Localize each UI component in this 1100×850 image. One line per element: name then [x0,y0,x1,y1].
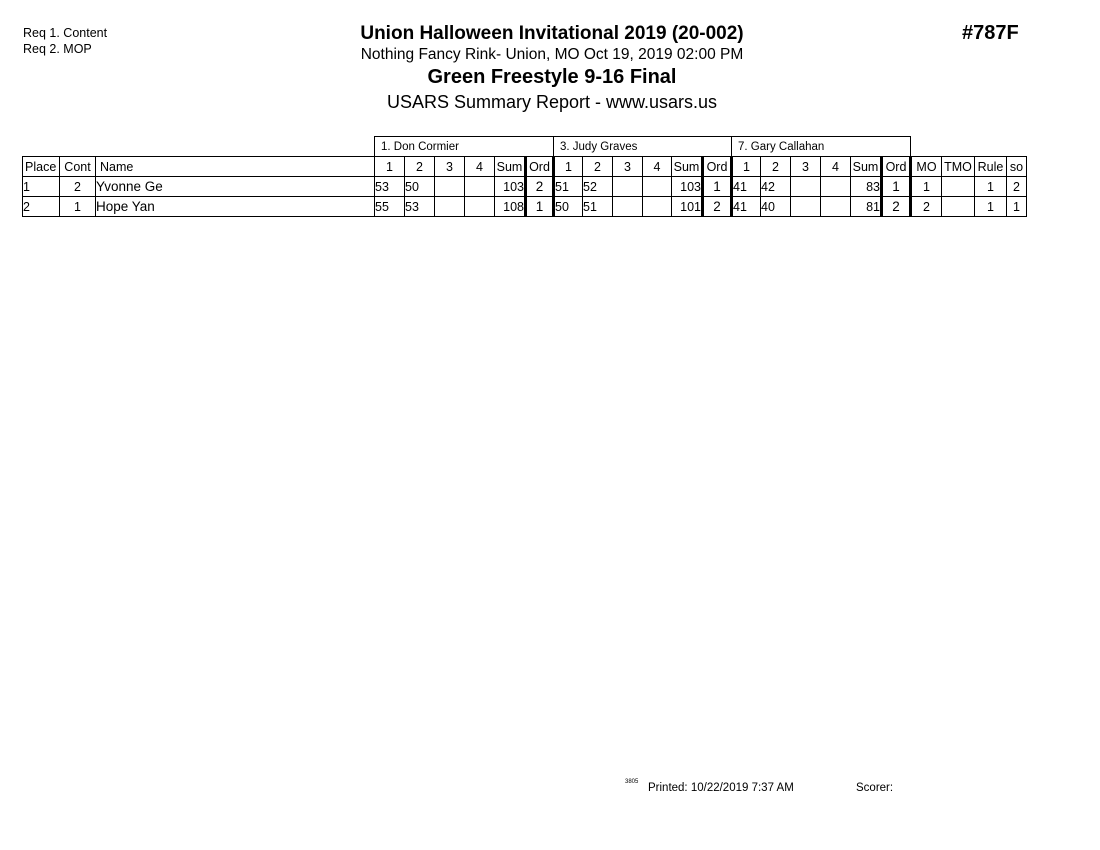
col-j3-mark-1: 1 [732,157,761,177]
requirements-list [23,25,107,57]
place-cell: 2 [23,197,60,217]
mo-cell: 1 [911,177,942,197]
cont-cell: 1 [60,197,96,217]
j2-ord: 2 [703,197,732,217]
j3-mark-3 [791,177,821,197]
j1-mark-2: 53 [405,197,435,217]
footer-code: 3805 [625,779,639,785]
skater-name: Yvonne Ge [96,177,375,197]
so-cell: 1 [1007,197,1027,217]
j3-sum: 83 [851,177,882,197]
col-j1-mark-2: 2 [405,157,435,177]
col-tmo: TMO [942,157,975,177]
judge-2-name: 3. Judy Graves [554,137,732,157]
scorer-label: Scorer: [856,782,894,794]
j1-mark-1: 55 [375,197,405,217]
judge-1-name: 1. Don Cormier [375,137,554,157]
report-code: #787F [962,22,1019,44]
requirement-1: Req 1. Content [23,26,108,40]
col-j1-mark-4: 4 [465,157,495,177]
j2-mark-1: 50 [554,197,583,217]
j1-sum: 103 [495,177,526,197]
j1-mark-4 [465,197,495,217]
j1-mark-4 [465,177,495,197]
j3-mark-1: 41 [732,197,761,217]
j1-mark-1: 53 [375,177,405,197]
table-row [23,197,1027,217]
col-j3-mark-4: 4 [821,157,851,177]
tmo-cell [942,197,975,217]
col-rule: Rule [975,157,1007,177]
j1-mark-3 [435,197,465,217]
competition-title: Union Halloween Invitational 2019 (20-002) [360,23,744,44]
col-j3-sum: Sum [851,157,882,177]
j3-mark-4 [821,197,851,217]
report-header [300,22,804,114]
j3-mark-4 [821,177,851,197]
col-j2-ord: Ord [703,157,732,177]
col-j3-mark-3: 3 [791,157,821,177]
rule-cell: 1 [975,177,1007,197]
j2-mark-3 [613,197,643,217]
j1-ord: 2 [526,177,554,197]
mo-cell: 2 [911,197,942,217]
j2-mark-4 [643,197,672,217]
j2-sum: 101 [672,197,703,217]
place-cell: 1 [23,177,60,197]
col-name: Name [96,157,375,177]
j3-mark-2: 42 [761,177,791,197]
col-j2-mark-2: 2 [583,157,613,177]
judge-3-name: 7. Gary Callahan [732,137,911,157]
event-name: Green Freestyle 9-16 Final [427,66,677,88]
col-cont: Cont [60,157,96,177]
j1-ord: 1 [526,197,554,217]
j2-mark-1: 51 [554,177,583,197]
requirement-2: Req 2. MOP [23,42,92,56]
competition-venue-date: Nothing Fancy Rink- Union, MO Oct 19, 2019 02:00 PM [360,46,744,63]
col-j2-mark-4: 4 [643,157,672,177]
j1-mark-3 [435,177,465,197]
col-j1-mark-3: 3 [435,157,465,177]
j2-ord: 1 [703,177,732,197]
rule-cell: 1 [975,197,1007,217]
j2-sum: 103 [672,177,703,197]
printed-timestamp: Printed: 10/22/2019 7:37 AM [648,782,794,794]
tmo-cell [942,177,975,197]
col-j1-ord: Ord [526,157,554,177]
j3-sum: 81 [851,197,882,217]
col-j3-mark-2: 2 [761,157,791,177]
j1-mark-2: 50 [405,177,435,197]
column-header-row [23,157,1027,177]
report-type: USARS Summary Report - www.usars.us [386,92,718,112]
j3-ord: 2 [882,197,911,217]
so-cell: 2 [1007,177,1027,197]
skater-name: Hope Yan [96,197,375,217]
j2-mark-4 [643,177,672,197]
j3-mark-1: 41 [732,177,761,197]
table-row [23,177,1027,197]
col-mo: MO [911,157,942,177]
j3-mark-3 [791,197,821,217]
results-table [22,136,1027,217]
cont-cell: 2 [60,177,96,197]
col-so: so [1007,157,1027,177]
j2-mark-3 [613,177,643,197]
j2-mark-2: 52 [583,177,613,197]
col-j3-ord: Ord [882,157,911,177]
col-place: Place [23,157,60,177]
col-j2-sum: Sum [672,157,703,177]
judge-header-row [23,137,1027,157]
col-j1-sum: Sum [495,157,526,177]
j2-mark-2: 51 [583,197,613,217]
col-j2-mark-3: 3 [613,157,643,177]
j3-ord: 1 [882,177,911,197]
j3-mark-2: 40 [761,197,791,217]
col-j2-mark-1: 1 [554,157,583,177]
col-j1-mark-1: 1 [375,157,405,177]
j1-sum: 108 [495,197,526,217]
